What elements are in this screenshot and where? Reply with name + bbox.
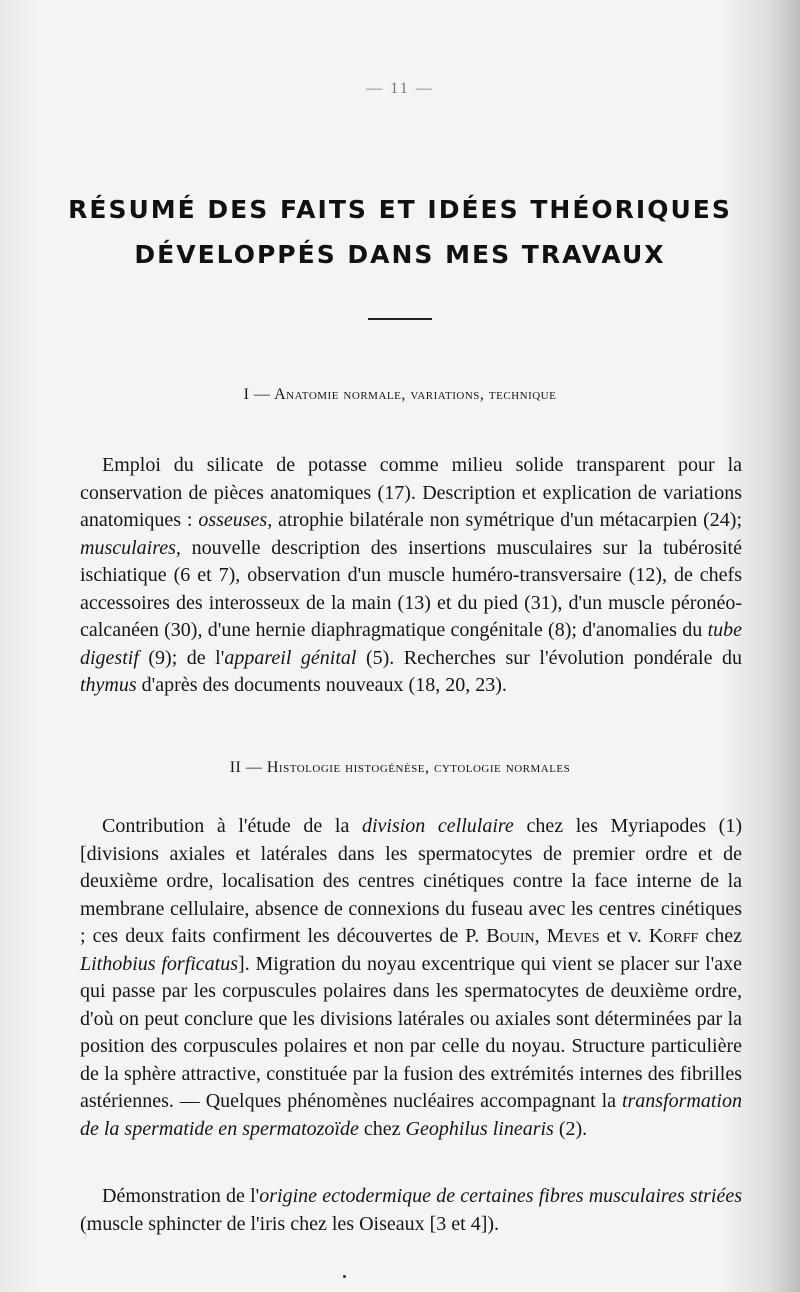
section-1-paragraph <box>80 452 742 700</box>
document-title-line-2: DÉVELOPPÉS DANS MES TRAVAUX <box>134 240 666 269</box>
text-run: atrophie bilatérale non symétrique d'un métacarpien (24); <box>272 509 743 531</box>
text-run: (5). Recherches sur l'évolution pondérale du <box>356 646 742 669</box>
text-run: ]. Migration du noyau excentrique qui vient se placer sur l'axe qui passe par les corpuscules polaires dans les spermatocytes de deuxième ordre, d'où on peut conclure que les divisions latérales ou axiales sont déterminées par la position des corpuscules polaires et non par celle du noyau. Structure particulière de la sphère attractive, constituée par la fusion des extrémités internes des fibrilles astériennes. — Quelques phénomènes nucléaires accompagnant la <box>80 952 742 1112</box>
italic-term: osseuses, <box>198 509 273 531</box>
print-speck <box>343 1275 346 1278</box>
section-2-paragraph-1 <box>80 813 742 1143</box>
text-run: , <box>534 925 547 947</box>
italic-term: thymus <box>80 674 137 696</box>
document-title-line-1: RÉSUMÉ DES FAITS ET IDÉES THÉORIQUES <box>68 195 732 224</box>
text-run: chez <box>358 1117 406 1140</box>
italic-term: tube digestif <box>80 619 742 669</box>
text-run: chez les Myriapodes (1) [divisions axiales et latérales dans les spermatocytes de premier ordre et de deuxième ordre, localisation des centres cinétiques contre la face interne de la membrane cellulaire, absence de connexions du fuseau avec les centres cinétiques ; ces deux faits confirment les découvertes de P. <box>80 815 742 947</box>
italic-term: transformation de la spermatide en spermatozoïde <box>80 1090 742 1140</box>
page-number: — 11 — <box>366 80 434 97</box>
species-name: Geophilus linearis <box>405 1117 554 1140</box>
text-run: Démonstration de l' <box>102 1185 260 1207</box>
section-heading-histologie: II — Histologie histogénèse, cytologie normales <box>229 759 571 776</box>
text-run: chez <box>698 925 743 947</box>
italic-term: musculaires, <box>80 536 181 559</box>
section-2-paragraph-2 <box>80 1183 742 1238</box>
text-run: et v. <box>599 925 649 947</box>
section-heading-anatomie: I — Anatomie normale, variations, technique <box>243 386 557 403</box>
species-name: Lithobius forficatus <box>80 952 239 975</box>
text-run: d'après des documents nouveaux (18, 20, 23). <box>136 674 507 696</box>
title-divider <box>368 318 432 320</box>
author-name: Meves <box>546 925 600 947</box>
text-run: nouvelle description des insertions musculaires sur la tubérosité ischiatique (6 et 7), observation d'un muscle huméro-transversaire (12), de chefs accessoires des interosseux de la main (13) et du pied (31), d'un muscle péronéo-calcanéen (30), d'une hernie diaphragmatique congénitale (8); d'anomalies du <box>80 536 742 641</box>
author-name: Bouin <box>486 925 535 947</box>
text-run: (9); de l' <box>138 646 225 669</box>
text-run: (muscle sphincter de l'iris chez les Oiseaux [3 et 4]). <box>80 1212 500 1235</box>
text-run: (2). <box>553 1117 588 1140</box>
text-run: Contribution à l'étude de la <box>102 815 362 837</box>
italic-term: appareil génital <box>224 646 357 669</box>
text-run: Emploi du silicate de potasse comme milieu solide transparent pour la conservation de pièces anatomiques (17). Description et explication de variations anatomiques : <box>80 454 742 531</box>
author-name: Korff <box>648 925 699 947</box>
italic-term: division cellulaire <box>361 815 514 837</box>
italic-term: origine ectodermique de certaines fibres musculaires striées <box>259 1185 743 1207</box>
